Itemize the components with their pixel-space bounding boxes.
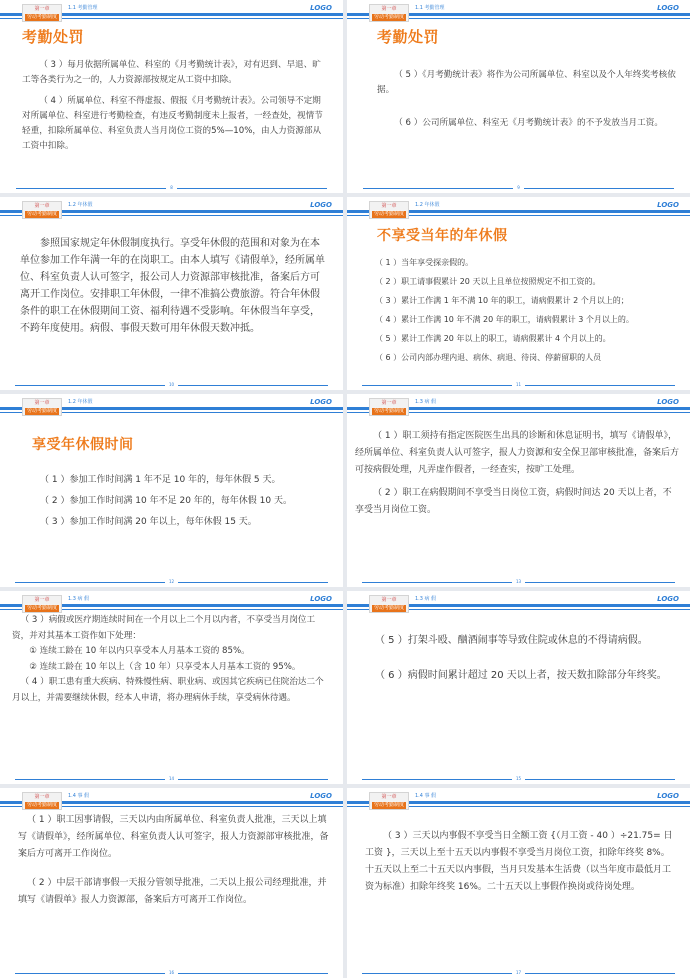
- slide-body: [367, 255, 676, 383]
- paragraph: （ 1 ）当年享受探亲假的。: [375, 258, 474, 267]
- page-number: 12: [0, 579, 343, 584]
- slide-title: 考勤处罚: [377, 28, 440, 46]
- chapter-badge: 第一章 劳动考勤制度: [369, 792, 409, 810]
- paragraph: （ 5 ）打架斗殴、酗酒闹事等导致住院或休息的不得请病假。: [375, 635, 648, 646]
- page-number: 11: [347, 382, 690, 387]
- slide-page-16: [0, 788, 343, 978]
- slide-page-14: [0, 591, 343, 784]
- paragraph: （ 5 ）《月考勤统计表》将作为公司所属单位、科室以及个人年终奖考核依据。: [377, 70, 676, 95]
- page-number: 17: [347, 970, 690, 975]
- slide-page-15: [347, 591, 690, 784]
- paragraph: （ 6 ）公司所属单位、科室无《月考勤统计表》的不予发放当月工资。: [394, 118, 663, 128]
- paragraph: （ 2 ）中层干部请事假一天报分管领导批准，二天以上报公司经理批准，并填写《请假单》报人力资源部，备案后方可离开工作岗位。: [18, 878, 327, 905]
- logo: LOGO: [654, 792, 682, 800]
- paragraph: （ 3 ）累计工作满 1 年不满 10 年的职工，请病假累计 2 个月以上的；: [375, 296, 629, 305]
- chapter-badge: 第一章 劳动考勤制度: [22, 201, 62, 219]
- logo: LOGO: [654, 4, 682, 12]
- chapter-badge: 第一章 劳动考勤制度: [369, 201, 409, 219]
- slide-body: [377, 68, 676, 131]
- slide-body: [22, 58, 329, 154]
- logo: LOGO: [654, 595, 682, 603]
- slide-header: [0, 398, 343, 414]
- section-label: 1.2 年休假: [415, 202, 440, 208]
- paragraph: （ 2 ）职工请事假累计 20 天以上且单位按照规定不扣工资的。: [375, 277, 601, 286]
- page-number: 10: [0, 382, 343, 387]
- chapter-badge: 第一章 劳动考勤制度: [369, 595, 409, 613]
- slide-page-8: [0, 0, 343, 193]
- slide-page-11: [347, 197, 690, 390]
- logo: LOGO: [307, 792, 335, 800]
- section-label: 1.4 事 假: [415, 793, 437, 799]
- section-label: 1.1 考勤管理: [68, 5, 98, 11]
- chapter-badge: 第一章 劳动考勤制度: [22, 398, 62, 416]
- slide-header: [0, 4, 343, 20]
- section-label: 1.3 病 假: [415, 399, 437, 405]
- paragraph: （ 4 ）所属单位、科室不得虚报、假报《月考勤统计表》。公司领导不定期对所属单位、科室进行考勤检查，有违反考勤制度未上报者，一经查处，视情节轻重，扣除所属单位、科室负责人当月岗位工资的5%—10%，由人力资源部从工资中扣除。: [22, 96, 323, 151]
- logo: LOGO: [307, 595, 335, 603]
- paragraph: （ 1 ）职工须持有指定医院医生出具的诊断和休息证明书，填写《请假单》，经所属单位、科室负责人认可签字，报人力资源和安全保卫部审核批准，备案后方可按病假处理，凡弄虚作假者，一经查实，按旷工处理。: [355, 431, 680, 475]
- chapter-badge: 第一章 劳动考勤制度: [369, 4, 409, 22]
- page-number: 15: [347, 776, 690, 781]
- paragraph: （ 6 ）公司内部办理内退、病休、病退、待岗、停薪留职的人员: [375, 353, 602, 362]
- section-label: 1.1 考勤管理: [415, 5, 445, 11]
- paragraph: ① 连续工龄在 10 年以内只享受本人月基本工资的 85%。: [29, 646, 250, 656]
- slide-header: [347, 201, 690, 217]
- slide-page-12: [0, 394, 343, 587]
- slide-header: [347, 398, 690, 414]
- paragraph: ② 连续工龄在 10 年以上（含 10 年）只享受本人月基本工资的 95%。: [29, 661, 301, 672]
- logo: LOGO: [654, 201, 682, 209]
- page-number: 16: [0, 970, 343, 975]
- paragraph: （ 2 ）参加工作时间满 10 年不足 20 年的，每年休假 10 天。: [40, 496, 292, 506]
- paragraph: （ 2 ）职工在病假期间不享受当日岗位工资，病假时间达 20 天以上者，不享受当月岗位工资。: [355, 488, 672, 515]
- slide-body: [355, 428, 680, 519]
- chapter-badge: 第一章 劳动考勤制度: [369, 398, 409, 416]
- section-label: 1.2 年休假: [68, 202, 93, 208]
- logo: LOGO: [307, 201, 335, 209]
- slide-header: [347, 595, 690, 611]
- page-number: 13: [347, 579, 690, 584]
- slide-title: 享受年休假时间: [32, 437, 134, 453]
- paragraph: （ 3 ）每月依据所属单位、科室的《月考勤统计表》，对有迟到、早退、旷工等各类行为之一的，人力资源部按规定从工资中扣除。: [22, 60, 321, 85]
- paragraph: （ 3 ）三天以内事假不享受当日全额工资 {（月工资 - 40 ）÷21.75= 日工资 }，三天以上至十五天以内事假不享受当月岗位工资，扣除年终奖 8%。十五天以上至二十五天以内事假，当月只发基本生活费（以当年度市最低月工资为标准）扣除年终奖 16%。二十五天以上事假作换岗或待岗处理。: [365, 831, 673, 892]
- logo: LOGO: [307, 4, 335, 12]
- slide-title: 考勤处罚: [22, 28, 85, 46]
- paragraph: （ 1 ）职工因事请假，三天以内由所属单位、科室负责人批准，三天以上填写《请假单》，经所属单位、科室负责人认可签字，报人力资源部审核批准，备案后方可离开工作岗位。: [18, 815, 329, 859]
- page-number: 9: [347, 185, 690, 190]
- slide-body: [12, 613, 331, 706]
- paragraph: （ 3 ）参加工作时间满 20 年以上，每年休假 15 天。: [40, 517, 257, 527]
- chapter-badge: 第一章 劳动考勤制度: [22, 4, 62, 22]
- slide-page-17: [347, 788, 690, 978]
- page-number: 14: [0, 776, 343, 781]
- section-label: 1.4 事 假: [68, 793, 90, 799]
- slide-body: [365, 828, 678, 896]
- slide-header: [0, 201, 343, 217]
- slide-page-10: [0, 197, 343, 390]
- page-number: 8: [0, 185, 343, 190]
- slide-header: [0, 595, 343, 611]
- slide-header: [347, 792, 690, 808]
- paragraph: （ 6 ）病假时间累计超过 20 天以上者，按天数扣除部分年终奖。: [375, 670, 667, 681]
- paragraph: （ 4 ）职工患有重大疾病、特殊慢性病、职业病、或因其它疾病已住院治达二个月以上，并需要继续休假，经本人申请，将办理病休手续，享受病休待遇。: [12, 677, 324, 703]
- slide-body: [18, 812, 329, 909]
- logo: LOGO: [654, 398, 682, 406]
- paragraph: 参照国家规定年休假制度执行。享受年休假的范围和对象为在本单位参加工作年满一年的在岗职工。由本人填写《请假单》，经所属单位、科室负责人认可签字，报公司人力资源部审核批准，备案后方可离开工作岗位。安排职工年休假，一律不准搞公费旅游。符合年休假条件的职工在休假期间工资、福利待遇不受影响。年休假当年享受，不跨年度使用。病假、事假天数可用年休假天数冲抵。: [20, 238, 325, 334]
- section-label: 1.2 年休假: [68, 399, 93, 405]
- paragraph: （ 5 ）累计工作满 20 年以上的职工，请病假累计 4 个月以上的。: [375, 334, 611, 343]
- paragraph: （ 4 ）累计工作满 10 年不满 20 年的职工，请病假累计 3 个月以上的。: [375, 315, 634, 324]
- slide-title: 不享受当年的年休假: [377, 228, 508, 244]
- slide-body: [20, 235, 329, 337]
- slide-body: [22, 472, 329, 530]
- chapter-badge: 第一章 劳动考勤制度: [22, 595, 62, 613]
- slide-body: [365, 631, 678, 685]
- paragraph: （ 3 ）病假或医疗期连续时间在一个月以上二个月以内者，不享受当月岗位工资，并对其基本工资作如下处理：: [12, 615, 316, 641]
- section-label: 1.3 病 假: [415, 596, 437, 602]
- section-label: 1.3 病 假: [68, 596, 90, 602]
- slide-header: [347, 4, 690, 20]
- chapter-badge: 第一章 劳动考勤制度: [22, 792, 62, 810]
- slide-page-13: [347, 394, 690, 587]
- paragraph: （ 1 ）参加工作时间满 1 年不足 10 年的，每年休假 5 天。: [40, 475, 281, 485]
- slide-header: [0, 792, 343, 808]
- slide-page-9: [347, 0, 690, 193]
- logo: LOGO: [307, 398, 335, 406]
